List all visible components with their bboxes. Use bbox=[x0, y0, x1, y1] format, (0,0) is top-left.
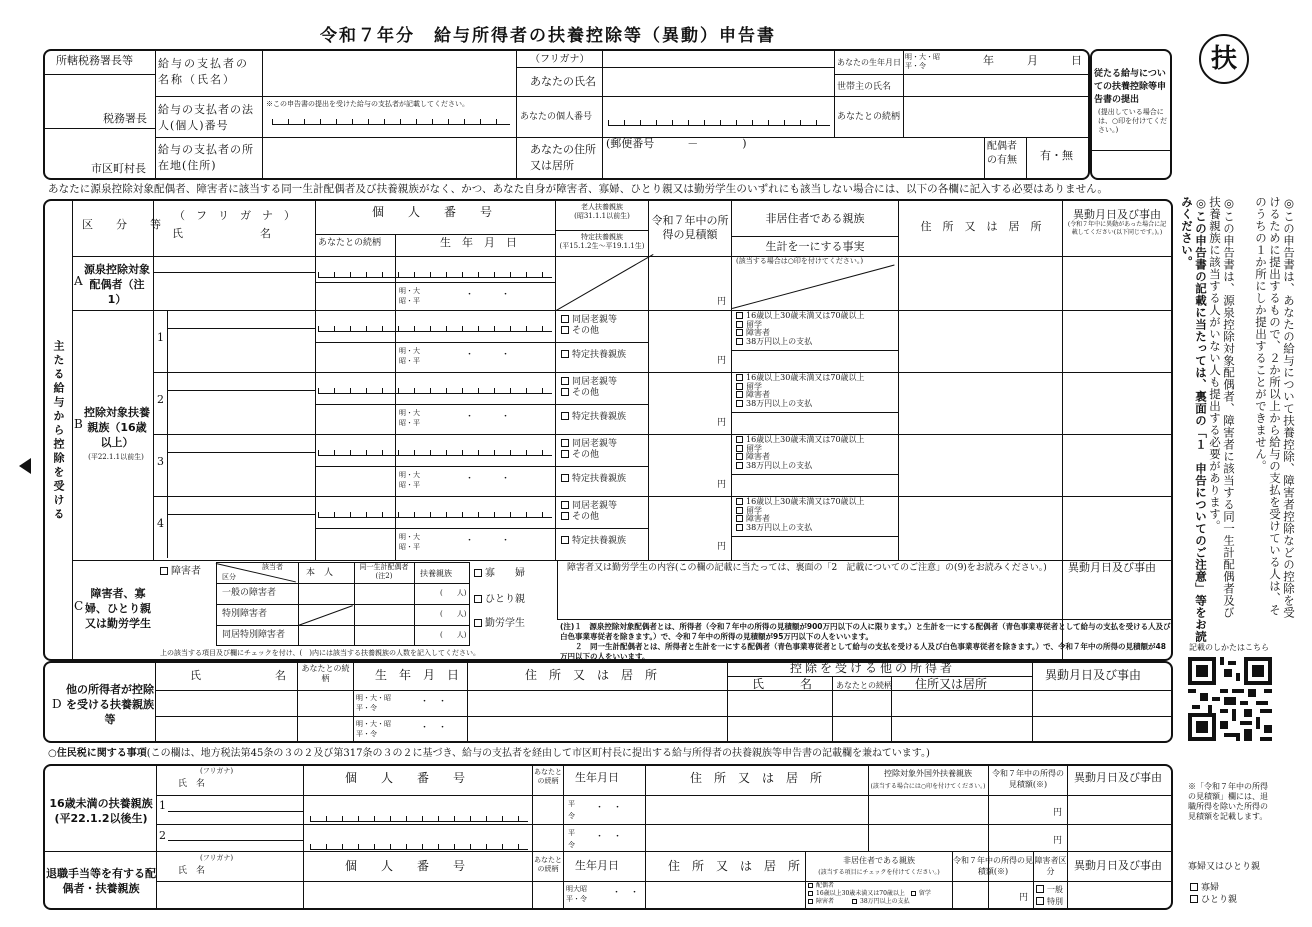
retire-label: 退職手当等を有する配偶者・扶養親族 bbox=[46, 867, 156, 895]
footnotes: (注)１ 源泉控除対象配偶者とは、所得者（令和７年中の所得の見積額が900万円以下の人に限ります。）と生計を一にする配偶者（青色事業専従者として給与の支払を受ける人及び白色事業専従者を除きます。）で、令和７年中の所得の見積額が95万円以下の人をいいます。 ２ 同一生計配偶者とは、所得者と生計を一にする配偶者（青色事業専従者として給与の支払を受ける人及び白色事業専従者を除きます。）で、令和７年中の所得の見積額が48万円以下の人をいいます。 bbox=[560, 622, 1171, 661]
b-row-number-field[interactable] bbox=[318, 448, 552, 456]
relation-label: あなたとの続柄 bbox=[837, 112, 901, 122]
your-address-field[interactable] bbox=[604, 152, 982, 178]
b-row-elderly-options[interactable]: 同居老親等 その他 bbox=[561, 501, 617, 523]
under16-label: 16歳未満の扶養親族(平22.1.2以後生) bbox=[49, 797, 153, 825]
your-number-label: あなたの個人番号 bbox=[520, 112, 593, 122]
birth-era: 明・大・昭 平・令 bbox=[905, 53, 940, 70]
form-type-badge: 扶 bbox=[1199, 34, 1249, 84]
b-row-special-check[interactable]: 特定扶養親族 bbox=[561, 412, 626, 422]
spouse-label: 配偶者の有無 bbox=[987, 141, 1017, 166]
furigana-label: （フリガナ） bbox=[530, 54, 590, 65]
col-category: 区 分 等 bbox=[82, 218, 167, 231]
col-elderly: 老人扶養親族 (昭31.1.1以前生) bbox=[574, 203, 630, 220]
under16-number-2[interactable] bbox=[310, 842, 528, 850]
right-note-3: ◎この申告書の記載に当たっては、裏面の「１ 申告についてのご注意」等をお読みください。 bbox=[1180, 196, 1208, 643]
postal-code-label: (郵便番号 － ) bbox=[606, 137, 747, 150]
col-change: 異動月日及び事由 bbox=[1073, 208, 1161, 221]
right-note-1: ◎この申告書は、あなたの給与について扶養控除、障害者控除などの控除を受けるために提出するもので、２か所以上から給与の支払を受けている人は、そのうちの１か所にしか提出することができません。 bbox=[1254, 196, 1296, 619]
payer-number-note: ※この申告書の提出を受けた給与の支払者が記載してください。 bbox=[266, 100, 469, 108]
qr-code-icon[interactable] bbox=[1188, 657, 1272, 741]
b-row-number: 3 bbox=[157, 455, 164, 468]
col-address: 住 所 又 は 居 所 bbox=[920, 220, 1042, 233]
resident-tax-heading: ○住民税に関する事項(この欄は、地方税法第45条の３の２及び第317条の３の２に基づき、給与の支払者を経由して市区町村長に提出する給与所得者の扶養親族等申告書の記載欄を兼ねています。) bbox=[48, 748, 930, 759]
payer-number-field[interactable] bbox=[272, 117, 510, 125]
b-row-number-field[interactable] bbox=[318, 324, 552, 332]
c-content-field[interactable] bbox=[560, 577, 1060, 617]
main-side-label: 主たる給与から控除を受ける bbox=[52, 340, 65, 522]
col-relation: あなたとの続柄 bbox=[318, 238, 382, 248]
row-a-note: (該当する場合は○印を付けてください。) bbox=[736, 257, 864, 265]
c-disabled-check[interactable]: 障害者 bbox=[160, 566, 201, 578]
b-row-number: 2 bbox=[157, 393, 164, 406]
col-change-note: (令和７年中に異動があった場合に記載してください(以下同じです。)。) bbox=[1067, 221, 1167, 236]
left-arrow-icon bbox=[19, 458, 31, 474]
under16-number-1[interactable] bbox=[310, 814, 528, 822]
your-number-field[interactable] bbox=[608, 118, 830, 126]
relation-field[interactable] bbox=[905, 98, 1087, 136]
row-b-label: 控除対象扶養親族（16歳以上） bbox=[84, 406, 150, 449]
c-content-label: 障害者又は勤労学生の内容(この欄の記載に当たっては、裏面の「2 記載についてのご注意」の(9)をお読みください。) bbox=[567, 563, 1047, 573]
c-student-check[interactable]: 勤労学生 bbox=[474, 618, 525, 630]
c-note: 上の該当する項目及び欄にチェックを付け、( )内には該当する扶養親族の人数を記入してください。 bbox=[160, 649, 480, 657]
widow-options[interactable]: 寡婦 ひとり親 bbox=[1190, 882, 1237, 906]
city-suffix: 市区町村長 bbox=[91, 162, 146, 175]
b-row-special-check[interactable]: 特定扶養親族 bbox=[561, 350, 626, 360]
col-number: 個 人 番 号 bbox=[372, 205, 493, 219]
b-row-elderly-options[interactable]: 同居老親等 その他 bbox=[561, 439, 617, 461]
payer-name-field[interactable] bbox=[264, 54, 514, 94]
row-a-number[interactable] bbox=[318, 270, 552, 278]
payer-name-label: 給与の支払者の名称（氏名） bbox=[158, 57, 249, 86]
c-single-parent-check[interactable]: ひとり親 bbox=[474, 594, 525, 606]
birth-date-units: 年 月 日 bbox=[983, 54, 1082, 67]
col-same-living: 生計を一にする事実 bbox=[765, 240, 865, 253]
row-b-sub: (平22.1.1以前生) bbox=[88, 453, 144, 461]
spouse-choice[interactable]: 有・無 bbox=[1040, 149, 1073, 162]
b-row-nonresident-options[interactable]: 16歳以上30歳未満又は70歳以上 留学 障害者 38万円以上の支払 bbox=[736, 436, 865, 470]
col-name: 氏 名 bbox=[172, 227, 271, 240]
b-row-nonresident-options[interactable]: 16歳以上30歳未満又は70歳以上 留学 障害者 38万円以上の支払 bbox=[736, 374, 865, 408]
col-nonresident: 非居住者である親族 bbox=[765, 212, 865, 225]
notice-text: あなたに源泉控除対象配偶者、障害者に該当する同一生計配偶者及び扶養親族がなく、かつ、あなた自身が障害者、寡婦、ひとり親又は勤労学生のいずれにも該当しない場合には、以下の各欄に記入する必要はありません。 bbox=[48, 183, 1108, 195]
row-c-label: 障害者、寡婦、ひとり親又は勤労学生 bbox=[85, 587, 151, 630]
right-note-2: ◎この申告書は、源泉控除対象配偶者、障害者に該当する同一生計配偶者及び扶養親族に該当する人がいない人も提出する必要があります。 bbox=[1208, 196, 1236, 619]
payer-address-field[interactable] bbox=[264, 140, 514, 178]
row-a-label: 源泉控除対象配偶者（注1） bbox=[84, 263, 150, 306]
payer-address-label: 給与の支払者の所在地(住所) bbox=[158, 143, 254, 172]
b-row-nonresident-options[interactable]: 16歳以上30歳未満又は70歳以上 留学 障害者 38万円以上の支払 bbox=[736, 312, 865, 346]
resident-side-note: ※「令和７年中の所得の見積額」欄には、退職所得を除いた所得の見積額を記載します。 bbox=[1188, 782, 1268, 821]
retire-nonresident-options[interactable]: 配偶者 16歳以上30歳未満又は70歳以上 留学 障害者 38万円以上の支払 bbox=[808, 882, 953, 906]
b-row-special-check[interactable]: 特定扶養親族 bbox=[561, 536, 626, 546]
other-earner-label: 他の所得者が控除を受ける扶養親族等 bbox=[66, 683, 154, 726]
col-special: 特定扶養親族 (平15.1.2生～平19.1.1生) bbox=[559, 233, 645, 250]
b-row-elderly-options[interactable]: 同居老親等 その他 bbox=[561, 377, 617, 399]
disability-options[interactable]: 一般 特別 bbox=[1036, 884, 1063, 908]
col-furigana: （ フ リ ガ ナ ） bbox=[174, 209, 295, 222]
household-head-label: 世帯主の氏名 bbox=[837, 82, 892, 92]
b-row-nonresident-options[interactable]: 16歳以上30歳未満又は70歳以上 留学 障害者 38万円以上の支払 bbox=[736, 498, 865, 532]
col-birth: 生 年 月 日 bbox=[440, 236, 517, 249]
c-widow-check[interactable]: 寡 婦 bbox=[474, 568, 525, 580]
your-address-label: あなたの住所又は居所 bbox=[530, 143, 596, 172]
payer-number-label: 給与の支払者の法人(個人)番号 bbox=[158, 103, 254, 132]
b-row-number: 4 bbox=[157, 517, 164, 530]
tax-office-label: 所轄税務署長等 bbox=[56, 54, 133, 67]
your-name-label: あなたの氏名 bbox=[530, 75, 596, 88]
secondary-salary-note: (提出している場合には、○印を付けてください。) bbox=[1098, 108, 1168, 134]
form-title: 令和７年分 給与所得者の扶養控除等（異動）申告書 bbox=[320, 26, 776, 46]
secondary-salary-title: 従たる給与についての扶養控除等申告書の提出 bbox=[1094, 69, 1167, 105]
tax-office-suffix: 税務署長 bbox=[103, 112, 147, 125]
b-row-number-field[interactable] bbox=[318, 386, 552, 394]
household-head-field[interactable] bbox=[905, 76, 1087, 96]
birth-label: あなたの生年月日 bbox=[837, 58, 901, 67]
your-name-field[interactable] bbox=[604, 70, 832, 94]
b-row-number: 1 bbox=[157, 331, 164, 344]
b-row-number-field[interactable] bbox=[318, 510, 552, 518]
col-income: 令和７年中の所得の見積額 bbox=[651, 214, 729, 241]
b-row-special-check[interactable]: 特定扶養親族 bbox=[561, 474, 626, 484]
secondary-salary-mark[interactable] bbox=[1092, 152, 1170, 178]
qr-caption: 記載のしかたはこちら bbox=[1189, 643, 1269, 652]
b-row-elderly-options[interactable]: 同居老親等 その他 bbox=[561, 315, 617, 337]
